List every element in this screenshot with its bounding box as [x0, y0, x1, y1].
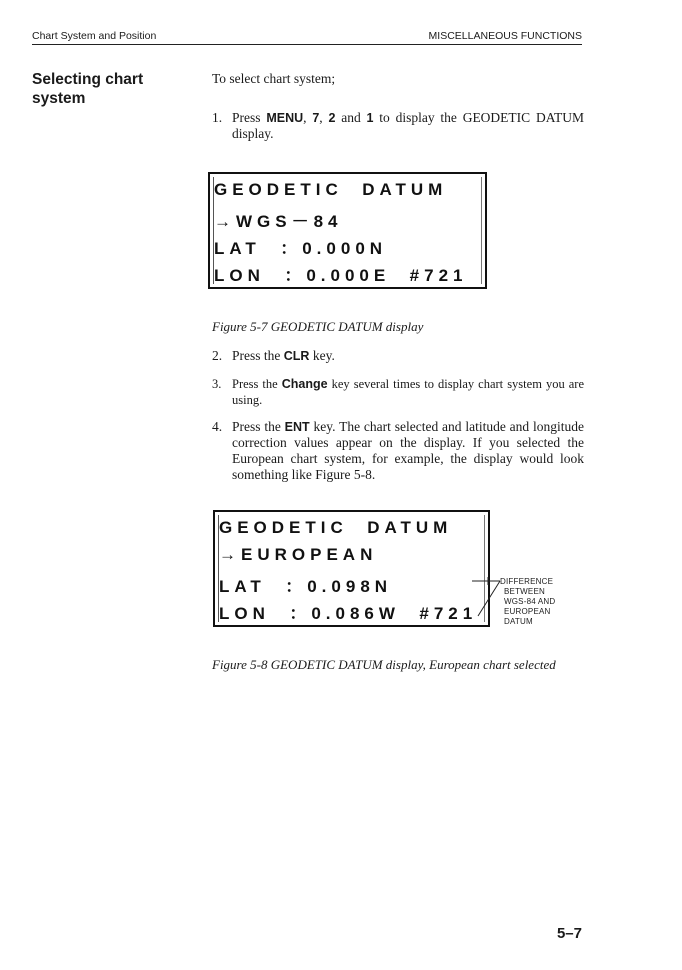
step-3 — [212, 376, 584, 408]
figure-5-7-caption: Figure 5-7 GEODETIC DATUM display — [212, 319, 424, 334]
lcd-line-4: LON ：0.000E #721 — [214, 266, 468, 285]
callout-line: DIFFERENCE — [500, 577, 554, 586]
lcd-line-4: LON ：0.086W #721 — [219, 604, 478, 623]
lcd-line-3: LAT ：0.000N — [214, 239, 388, 258]
key-1: 1 — [366, 111, 374, 125]
callout-line: BETWEEN — [504, 587, 545, 596]
lcd-line-1: GEODETIC DATUM — [214, 180, 448, 199]
key-clr: CLR — [283, 349, 310, 363]
key-2: 2 — [328, 111, 336, 125]
step-text: Press the ENT key. The chart selected and latitude and longitude correction values appear on the display. If you selected the European chart system, for example, the display would look something like Figure 5-8. — [232, 419, 584, 482]
page-number: 5–7 — [556, 925, 582, 942]
callout-difference-note — [500, 577, 555, 627]
key-ent: ENT — [284, 420, 310, 434]
key-change: Change — [281, 377, 328, 391]
key-menu: MENU — [266, 111, 304, 125]
intro-text: To select chart system; — [212, 71, 336, 86]
step-4 — [212, 419, 584, 483]
lcd-display-fig-5-7 — [208, 172, 487, 289]
step-number: 2. — [212, 348, 223, 363]
callout-line: EUROPEAN — [504, 607, 551, 616]
step-text: Press the CLR key. — [232, 348, 335, 363]
lcd-line-2: →WGS－84 — [214, 212, 343, 231]
lcd-line-1: GEODETIC DATUM — [219, 518, 453, 537]
figure-5-8-caption: Figure 5-8 GEODETIC DATUM display, European chart selected — [212, 657, 556, 672]
header-right: MISCELLANEOUS FUNCTIONS — [428, 30, 582, 42]
section-title: Selecting chart system — [32, 71, 144, 107]
page-header — [32, 28, 582, 45]
step-number: 4. — [212, 419, 223, 434]
lcd-line-2: →EUROPEAN — [219, 545, 378, 564]
step-number: 3. — [212, 377, 222, 391]
lcd-line-3: LAT ：0.098N — [219, 577, 393, 596]
step-1 — [212, 110, 584, 142]
callout-line: DATUM — [504, 617, 533, 626]
callout-leader-line — [470, 570, 504, 620]
step-2 — [212, 348, 584, 364]
lcd-display-fig-5-8 — [213, 510, 490, 627]
step-text: Press the Change key several times to display chart system you are using. — [232, 377, 584, 407]
callout-line: WGS-84 AND — [504, 597, 556, 606]
key-7: 7 — [312, 111, 320, 125]
header-left: Chart System and Position — [32, 30, 157, 42]
step-text: Press MENU, 7, 2 and 1 to display the GEODETIC DATUM display. — [232, 110, 584, 141]
step-number: 1. — [212, 110, 223, 125]
